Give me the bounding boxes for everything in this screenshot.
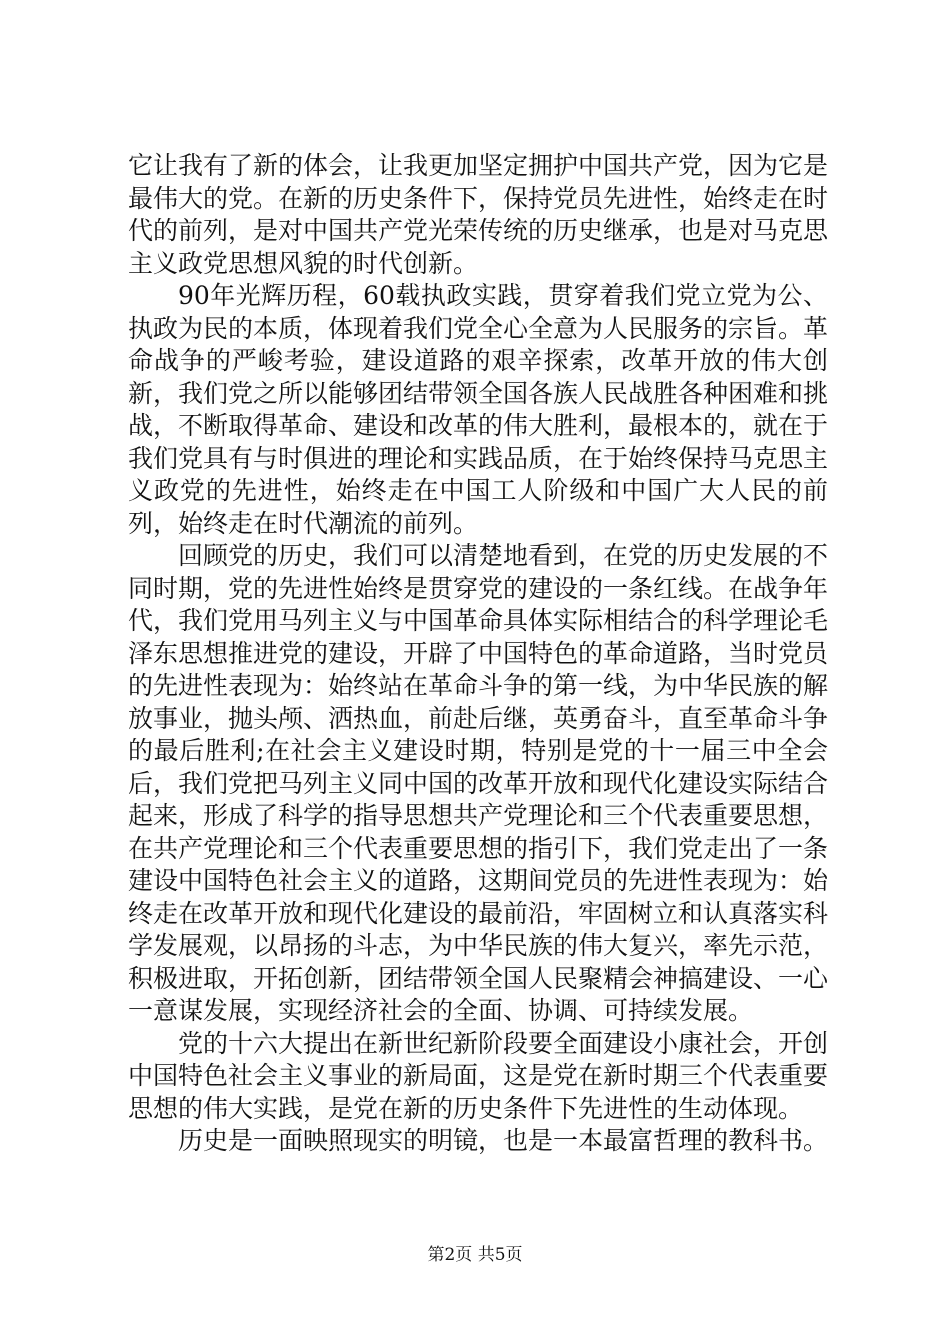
document-body	[128, 150, 828, 1158]
page-number-footer: 第2页 共5页	[427, 1245, 523, 1265]
paragraph-sixteenth-congress: 党的十六大提出在新世纪新阶段要全面建设小康社会，开创中国特色社会主义事业的新局面，这是党在新时期三个代表重要思想的伟大实践，是党在新的历史条件下先进性的生动体现。	[128, 1028, 829, 1123]
paragraph-continuation: 它让我有了新的体会，让我更加坚定拥护中国共产党，因为它是最伟大的党。在新的历史条件下，保持党员先进性，始终走在时代的前列，是对中国共产党光荣传统的历史继承，也是对马克思主义政党思想风貌的时代创新。	[128, 151, 829, 278]
paragraph-history-mirror: 历史是一面映照现实的明镜，也是一本最富哲理的教科书。	[178, 1126, 829, 1155]
paragraph-party-history: 回顾党的历史，我们可以清楚地看到，在党的历史发展的不同时期，党的先进性始终是贯穿党的建设的一条红线。在战争年代，我们党用马列主义与中国革命具体实际相结合的科学理论毛泽东思想推进党的建设，开辟了中国特色的革命道路，当时党员的先进性表现为：始终站在革命斗争的第一线，为中华民族的解放事业，抛头颅、洒热血，前赴后继，英勇奋斗，直至革命斗争的最后胜利;在社会主义建设时期，特别是党的十一届三中全会后，我们党把马列主义同中国的改革开放和现代化建设实际结合起来，形成了科学的指导思想共产党理论和三个代表重要思想，在共产党理论和三个代表重要思想的指引下，我们党走出了一条建设中国特色社会主义的道路，这期间党员的先进性表现为：始终走在改革开放和现代化建设的最前沿，牢固树立和认真落实科学发展观，以昂扬的斗志，为中华民族的伟大复兴，率先示范，积极进取，开拓创新，团结带领全国人民聚精会神搞建设、一心一意谋发展，实现经济社会的全面、协调、可持续发展。	[128, 541, 829, 1025]
paragraph-ninety-years: 90年光辉历程，60载执政实践，贯穿着我们党立党为公、执政为民的本质，体现着我们党全心全意为人民服务的宗旨。革命战争的严峻考验，建设道路的艰辛探索，改革开放的伟大创新，我们党之所以能够团结带领全国各族人民战胜各种困难和挑战，不断取得革命、建设和改革的伟大胜利，最根本的，就在于我们党具有与时俱进的理论和实践品质，在于始终保持马克思主义政党的先进性，始终走在中国工人阶级和中国广大人民的前列，始终走在时代潮流的前列。	[128, 281, 829, 538]
